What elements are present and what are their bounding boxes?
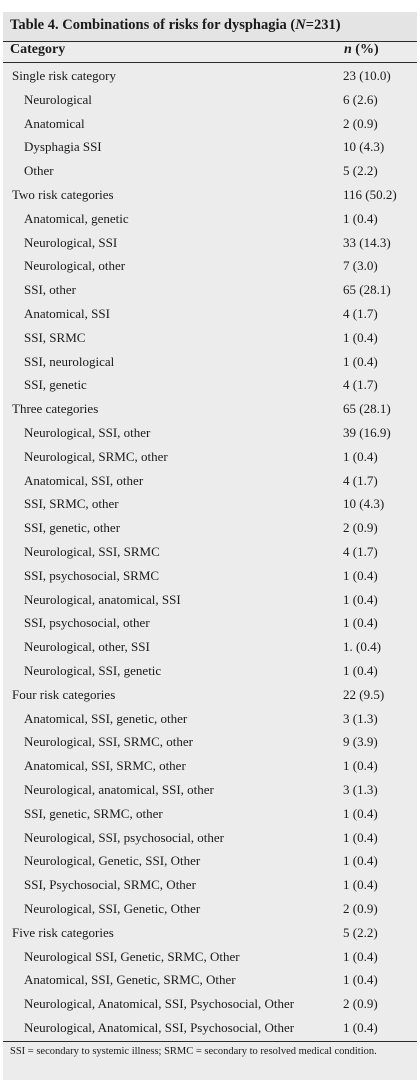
table-group-row [3, 682, 417, 706]
row-category: SSI, genetic, SRMC, other [24, 805, 163, 821]
row-category: Anatomical, SSI, Genetic, SRMC, Other [24, 972, 236, 988]
table-row [3, 420, 417, 444]
table-row [3, 87, 417, 111]
table-row [3, 134, 417, 158]
row-category: Two risk categories [12, 187, 114, 202]
row-value: 1 (0.4) [343, 329, 378, 345]
table-group-row [3, 182, 417, 206]
row-category: Five risk categories [12, 924, 114, 940]
row-value: 1 (0.4) [343, 615, 378, 631]
table-row [3, 872, 417, 896]
row-category: Neurological, SSI, other [24, 425, 151, 440]
header-n: n [344, 42, 352, 57]
row-category: SSI, genetic [24, 377, 87, 393]
table-title-n: N [295, 17, 306, 33]
row-category: Dysphagia SSI [24, 139, 102, 155]
row-value: 1. (0.4) [343, 639, 381, 655]
row-category: Neurological, SSI, Genetic, Other [24, 901, 201, 916]
row-category: Neurological, Anatomical, SSI, Psychosocial, Other [24, 996, 295, 1012]
table-group-row [3, 63, 417, 87]
row-value: 1 (0.4) [343, 758, 378, 774]
row-category: Single risk category [12, 68, 116, 83]
row-category: SSI, other [24, 282, 76, 298]
table-row [3, 1015, 417, 1039]
table-row [3, 658, 417, 682]
row-value: 23 (10.0) [343, 68, 391, 83]
row-category: Neurological, other [24, 258, 126, 274]
table-row [3, 729, 417, 753]
table-row [3, 444, 417, 468]
table-row [3, 230, 417, 254]
table-row [3, 848, 417, 872]
row-value: 2 (0.9) [343, 115, 378, 131]
row-value: 2 (0.9) [343, 901, 378, 916]
row-value: 2 (0.9) [343, 996, 378, 1012]
row-category: Neurological, other, SSI [24, 639, 150, 655]
row-category: Neurological, Anatomical, SSI, Psychosocial, Other [24, 1020, 295, 1035]
table-row [3, 301, 417, 325]
table-row [3, 896, 417, 920]
row-category: Neurological [24, 91, 92, 107]
row-category: Neurological, SSI, psychosocial, other [24, 829, 225, 845]
table-row [3, 563, 417, 587]
row-value: 1 (0.4) [343, 353, 378, 369]
row-category: Three categories [12, 401, 99, 417]
row-category: Anatomical, SSI, genetic, other [24, 710, 188, 726]
header-category: Category [10, 42, 66, 57]
row-category: Neurological, SSI, SRMC [24, 544, 160, 559]
table-title [10, 17, 341, 34]
row-value: 4 (1.7) [343, 472, 378, 488]
table-row [3, 206, 417, 230]
table-row [3, 325, 417, 349]
row-value: 5 (2.2) [343, 163, 378, 179]
row-category: Four risk categories [12, 686, 116, 702]
table-row [3, 539, 417, 563]
row-category: SSI, psychosocial, other [24, 615, 150, 631]
row-value: 4 (1.7) [343, 544, 378, 559]
table-row [3, 158, 417, 182]
table-row [3, 253, 417, 277]
row-category: SSI, Psychosocial, SRMC, Other [24, 877, 196, 893]
row-category: Neurological, SRMC, other [24, 448, 168, 464]
row-value: 1 (0.4) [343, 829, 378, 845]
row-value: 4 (1.7) [343, 377, 378, 393]
row-value: 1 (0.4) [343, 972, 378, 988]
row-value: 3 (1.3) [343, 782, 378, 797]
table-footnote: SSI = secondary to systemic illness; SRMC = secondary to resolved medical condition. [10, 1046, 377, 1057]
row-value: 1 (0.4) [343, 853, 378, 869]
table-row [3, 349, 417, 373]
table-group-row [3, 396, 417, 420]
header-n-percent [344, 42, 379, 58]
row-category: SSI, genetic, other [24, 520, 121, 536]
table-row [3, 587, 417, 611]
row-value: 9 (3.9) [343, 734, 378, 750]
row-category: Neurological, Genetic, SSI, Other [24, 853, 201, 869]
table-row [3, 372, 417, 396]
row-category: Neurological, SSI [24, 234, 118, 250]
table-row [3, 491, 417, 515]
row-value: 65 (28.1) [343, 282, 391, 298]
table-row [3, 801, 417, 825]
row-category: Neurological SSI, Genetic, SRMC, Other [24, 948, 240, 964]
row-category: Neurological, anatomical, SSI [24, 591, 181, 607]
table-row [3, 944, 417, 968]
row-value: 1 (0.4) [343, 567, 378, 583]
row-value: 1 (0.4) [343, 210, 378, 226]
row-category: Anatomical, SSI, SRMC, other [24, 758, 186, 774]
row-category: SSI, psychosocial, SRMC [24, 567, 160, 583]
table-row [3, 468, 417, 492]
table-row [3, 825, 417, 849]
table-row [3, 967, 417, 991]
row-category: Neurological, SSI, genetic [24, 663, 162, 678]
table-row [3, 753, 417, 777]
row-value: 10 (4.3) [343, 496, 385, 512]
row-category: Neurological, SSI, SRMC, other [24, 734, 193, 750]
row-category: Anatomical, genetic [24, 210, 129, 226]
header-pct: (%) [351, 42, 379, 57]
table-bottom-rule [3, 1041, 417, 1042]
row-value: 22 (9.5) [343, 686, 385, 702]
row-value: 2 (0.9) [343, 520, 378, 536]
table-row [3, 634, 417, 658]
row-category: Anatomical, SSI [24, 306, 110, 321]
row-value: 39 (16.9) [343, 425, 391, 440]
table-row [3, 277, 417, 301]
row-value: 1 (0.4) [343, 663, 378, 678]
table-title-suffix: =231) [305, 17, 341, 33]
row-category: Other [24, 163, 54, 179]
row-value: 3 (1.3) [343, 710, 378, 726]
row-value: 10 (4.3) [343, 139, 385, 155]
row-category: SSI, SRMC, other [24, 496, 119, 512]
table-row [3, 777, 417, 801]
table-title-prefix: Table 4. Combinations of risks for dysphagia ( [10, 17, 296, 33]
row-value: 7 (3.0) [343, 258, 378, 274]
table-group-row [3, 920, 417, 944]
row-value: 1 (0.4) [343, 1020, 378, 1035]
row-category: Neurological, anatomical, SSI, other [24, 782, 214, 797]
row-value: 1 (0.4) [343, 877, 378, 893]
row-value: 65 (28.1) [343, 401, 391, 417]
row-category: SSI, SRMC [24, 329, 86, 345]
table-row [3, 515, 417, 539]
table-row [3, 111, 417, 135]
table-row [3, 610, 417, 634]
row-value: 1 (0.4) [343, 591, 378, 607]
row-category: Anatomical, SSI, other [24, 472, 144, 488]
row-value: 1 (0.4) [343, 805, 378, 821]
row-value: 5 (2.2) [343, 924, 378, 940]
row-value: 33 (14.3) [343, 234, 391, 250]
row-value: 1 (0.4) [343, 948, 378, 964]
row-category: SSI, neurological [24, 353, 115, 369]
row-value: 4 (1.7) [343, 306, 378, 321]
row-value: 116 (50.2) [343, 187, 397, 202]
table-row [3, 706, 417, 730]
table-row [3, 991, 417, 1015]
row-value: 6 (2.6) [343, 91, 378, 107]
row-value: 1 (0.4) [343, 448, 378, 464]
row-category: Anatomical [24, 115, 85, 131]
